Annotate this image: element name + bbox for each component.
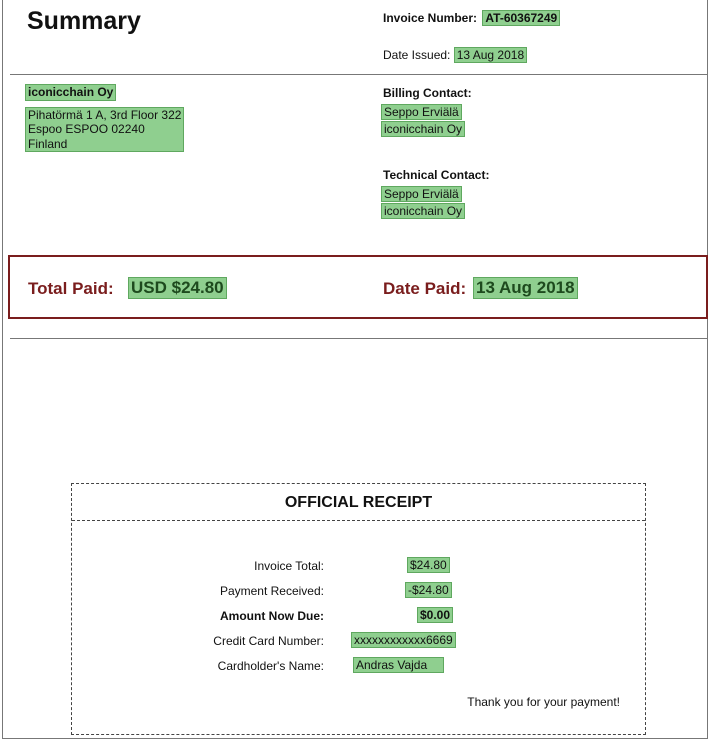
credit-card-value: xxxxxxxxxxxx6669 xyxy=(351,632,456,648)
address-line-2: Espoo ESPOO 02240 xyxy=(28,122,145,136)
invoice-total-value: $24.80 xyxy=(407,557,450,573)
billing-contact-company: iconicchain Oy xyxy=(381,121,465,137)
date-issued-label: Date Issued: xyxy=(383,48,451,62)
total-paid-label: Total Paid: xyxy=(28,279,114,298)
address-line-3: Finland xyxy=(28,136,68,151)
total-paid-value: USD $24.80 xyxy=(128,277,227,299)
cardholder-label: Cardholder's Name: xyxy=(217,659,324,673)
payment-received-value: -$24.80 xyxy=(405,582,452,598)
billing-contact-heading: Billing Contact: xyxy=(383,86,472,100)
technical-contact-heading: Technical Contact: xyxy=(383,168,490,182)
invoice-total-label: Invoice Total: xyxy=(254,559,324,573)
amount-due-label: Amount Now Due: xyxy=(220,609,324,623)
invoice-number-value: AT-60367249 xyxy=(482,10,560,26)
receipt-title: OFFICIAL RECEIPT xyxy=(72,484,645,521)
credit-card-label: Credit Card Number: xyxy=(213,634,324,648)
date-paid-value: 13 Aug 2018 xyxy=(473,277,578,299)
invoice-number-label: Invoice Number: xyxy=(383,11,478,25)
thank-you-note: Thank you for your payment! xyxy=(467,695,620,709)
billing-contact-name: Seppo Erviälä xyxy=(381,104,462,120)
page-title: Summary xyxy=(27,7,141,35)
header-divider xyxy=(10,74,708,75)
section-divider xyxy=(10,338,708,339)
bill-to-address xyxy=(25,84,184,152)
payment-summary-box xyxy=(8,255,708,319)
billing-contact-values xyxy=(381,104,465,138)
date-paid-label: Date Paid: xyxy=(383,279,467,298)
technical-contact-values xyxy=(381,186,465,220)
official-receipt xyxy=(71,483,646,735)
cardholder-value: Andras Vajda xyxy=(353,657,444,673)
amount-due-value: $0.00 xyxy=(417,607,453,623)
address-line-1: Pihatörmä 1 A, 3rd Floor 322 xyxy=(28,107,182,122)
date-issued-value: 13 Aug 2018 xyxy=(454,47,527,63)
invoice-page xyxy=(2,0,708,739)
payment-received-label: Payment Received: xyxy=(219,584,324,598)
invoice-number-row xyxy=(383,11,560,25)
bill-to-address-block xyxy=(25,107,184,153)
technical-contact-company: iconicchain Oy xyxy=(381,203,465,219)
date-issued-row xyxy=(383,48,527,62)
bill-to-company: iconicchain Oy xyxy=(25,84,116,101)
technical-contact-name: Seppo Erviälä xyxy=(381,186,462,202)
